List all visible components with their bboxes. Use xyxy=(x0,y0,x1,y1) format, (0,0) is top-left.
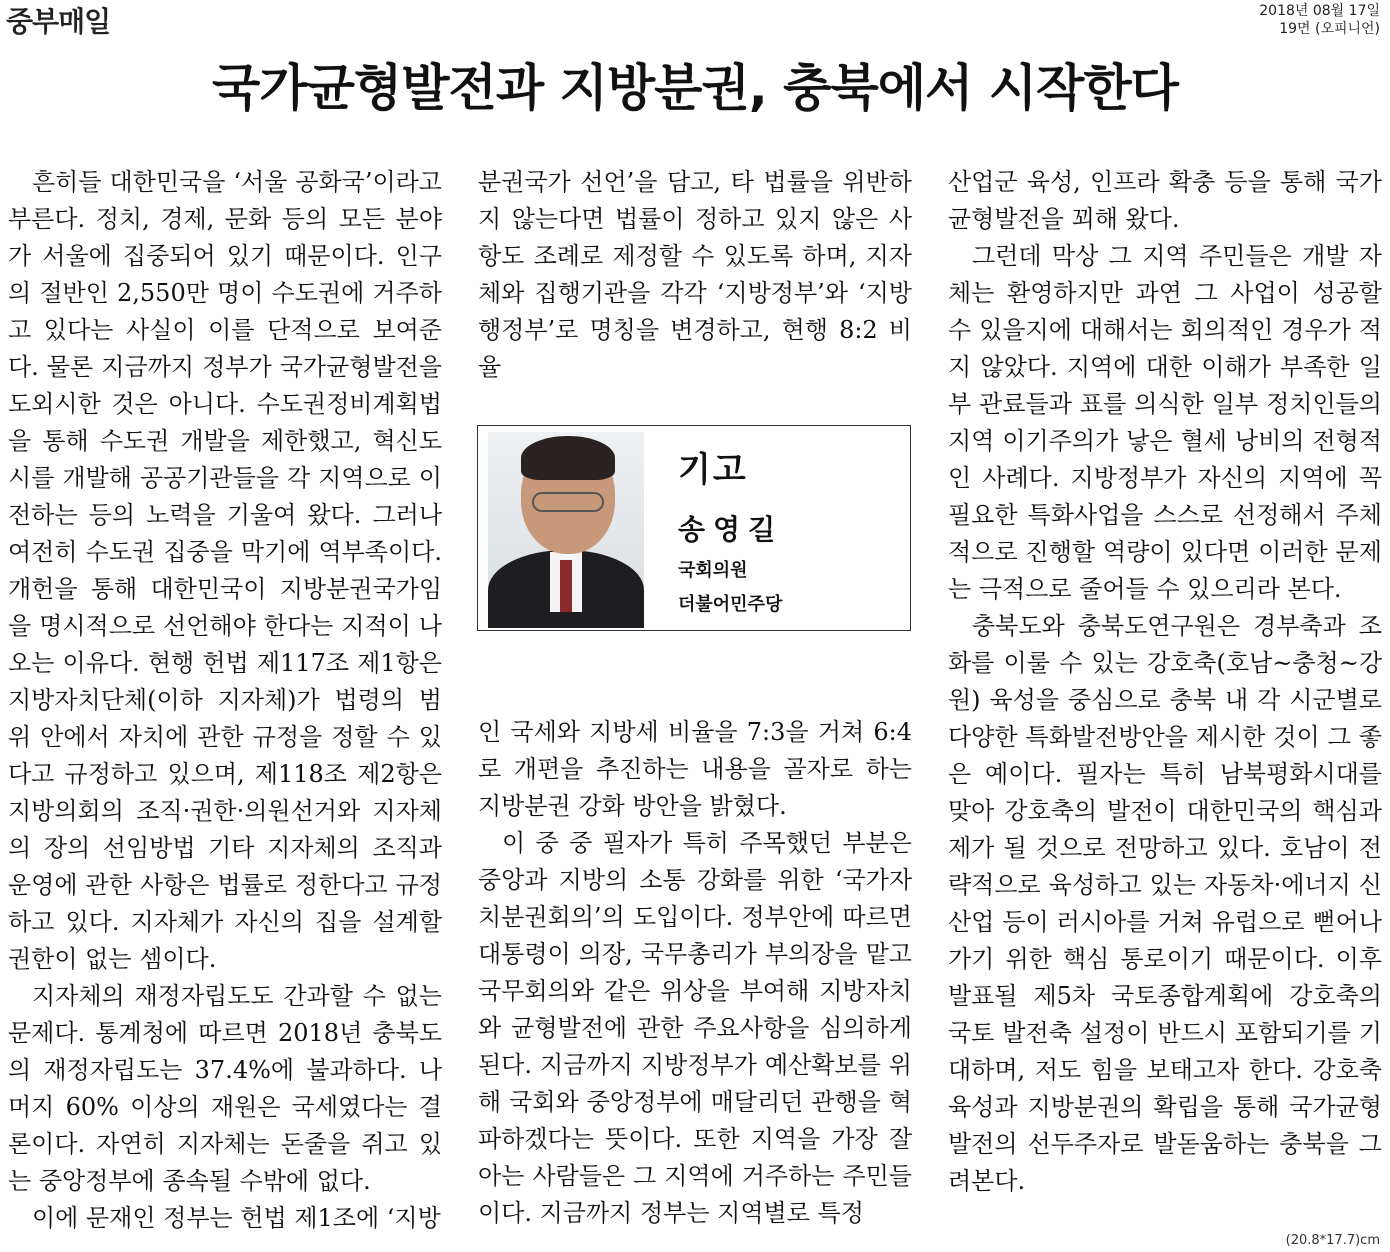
paragraph: 이 중 중 필자가 특히 주목했던 부분은 중앙과 지방의 소통 강화를 위한 ‘국가자치분권회의’의 도입이다. 정부안에 따르면 대통령이 의장, 국무총리가 부의장을 맡고 국무회의와 같은 위상을 부여해 지방자치와 균형발전에 관한 주요사항을 심의하게 된다. 지금까지 지방정부가 예산확보를 위해 국회와 중앙정부에 매달리던 관행을 혁파하겠다는 뜻이다. 또한 지역을 가장 잘 아는 사람들은 그 지역에 거주하는 주민들이다. 지금까지 정부는 지역별로 특정 xyxy=(478,829,912,1227)
article-headline: 국가균형발전과 지방분권, 충북에서 시작한다 xyxy=(212,59,1178,117)
paragraph: 이에 문재인 정부는 헌법 제1조에 ‘지방 xyxy=(32,1204,441,1232)
clipping-size: (20.8*17.7)cm xyxy=(1285,1233,1380,1248)
paragraph: 분권국가 선언’을 담고, 타 법률을 위반하지 않는다면 법률이 정하고 있지 않은 사항도 조례로 제정할 수 있도록 하며, 지자체와 집행기관을 각각 ‘지방정부’와 ‘지방행정부’로 명칭을 변경하고, 현행 8:2 비율 xyxy=(478,168,912,381)
byline-section: 기고 xyxy=(678,450,748,490)
paragraph: 산업군 육성, 인프라 확충 등을 통해 국가균형발전을 꾀해 왔다. xyxy=(948,168,1382,233)
paragraph: 그런데 막상 그 지역 주민들은 개발 자체는 환영하지만 과연 그 사업이 성공할 수 있을지에 대해서는 회의적인 경우가 적지 않았다. 지역에 대한 이해가 부족한 일부 관료들과 표를 의식한 일부 정치인들의 지역 이기주의가 낳은 혈세 낭비의 전형적인 사례다. 지방정부가 자신의 지역에 꼭 필요한 특화사업을 스스로 선정해서 주체적으로 진행할 역량이 있다면 이러한 문제는 극적으로 줄어들 수 있으리라 본다. xyxy=(948,242,1382,603)
author-role: 국회의원 xyxy=(678,560,748,581)
date-info xyxy=(1259,2,1380,38)
paragraph: 지자체의 재정자립도도 간과할 수 없는 문제다. 통계청에 따르면 2018년 충북도의 재정자립도는 37.4%에 불과하다. 나머지 60% 이상의 재원은 국세였다는 결론이다. 자연히 지자체는 돈줄을 쥐고 있는 중앙정부에 종속될 수밖에 없다. xyxy=(8,982,442,1195)
byline-box xyxy=(477,425,911,631)
column-1 xyxy=(8,164,442,1237)
author-name: 송영길 xyxy=(678,513,784,546)
paragraph: 인 국세와 지방세 비율을 7:3을 거쳐 6:4로 개편을 추진하는 내용을 골자로 하는 지방분권 강화 방안을 밝혔다. xyxy=(478,718,912,820)
column-2-bottom xyxy=(478,714,912,1232)
publication-date: 2018년 08월 17일 xyxy=(1259,3,1380,19)
page-section: 19면 (오피니언) xyxy=(1279,21,1380,37)
paragraph: 충북도와 충북도연구원은 경부축과 조화를 이룰 수 있는 강호축(호남~충청~강원) 육성을 중심으로 충북 내 각 시군별로 다양한 특화발전방안을 제시한 것이 그 좋은 예이다. 필자는 특히 남북평화시대를 맞아 강호축의 발전이 대한민국의 핵심과제가 될 것으로 전망하고 있다. 호남이 전략적으로 육성하고 있는 자동차·에너지 신산업 등이 러시아를 거쳐 유럽으로 뻗어나가기 위한 핵심 통로이기 때문이다. 이후 발표될 제5차 국토종합계획에 강호축의 국토 발전축 설정이 반드시 포함되기를 기대하며, 저도 힘을 보태고자 한다. 강호축 육성과 지방분권의 확립을 통해 국가균형발전의 선두주자로 발돋움하는 충북을 그려본다. xyxy=(948,612,1382,1195)
column-3 xyxy=(948,164,1382,1200)
author-photo xyxy=(488,432,644,628)
column-2-top xyxy=(478,164,912,386)
newspaper-logo: 중부매일 xyxy=(6,5,111,38)
paragraph: 흔히들 대한민국을 ‘서울 공화국’이라고 부른다. 정치, 경제, 문화 등의 모든 분야가 서울에 집중되어 있기 때문이다. 인구의 절반인 2,550만 명이 수도권에 거주하고 있다는 사실이 이를 단적으로 보여준다. 물론 지금까지 정부가 국가균형발전을 도외시한 것은 아니다. 수도권정비계획법을 통해 수도권 개발을 제한했고, 혁신도시를 개발해 공공기관들을 각 지역으로 이전하는 등의 노력을 기울여 왔다. 그러나 여전히 수도권 집중을 막기에 역부족이다. 개헌을 통해 대한민국이 지방분권국가임을 명시적으로 선언해야 한다는 지적이 나오는 이유다. 현행 헌법 제117조 제1항은 지방자치단체(이하 지자체)가 법령의 범위 안에서 자치에 관한 규정을 정할 수 있다고 규정하고 있으며, 제118조 제2항은 지방의회의 조직·권한·의원선거와 지자체의 장의 선임방법 기타 지자체의 조직과 운영에 관한 사항은 법률로 정한다고 규정하고 있다. 지자체가 자신의 집을 설계할 권한이 없는 셈이다. xyxy=(8,168,442,973)
author-party: 더불어민주당 xyxy=(678,594,783,615)
